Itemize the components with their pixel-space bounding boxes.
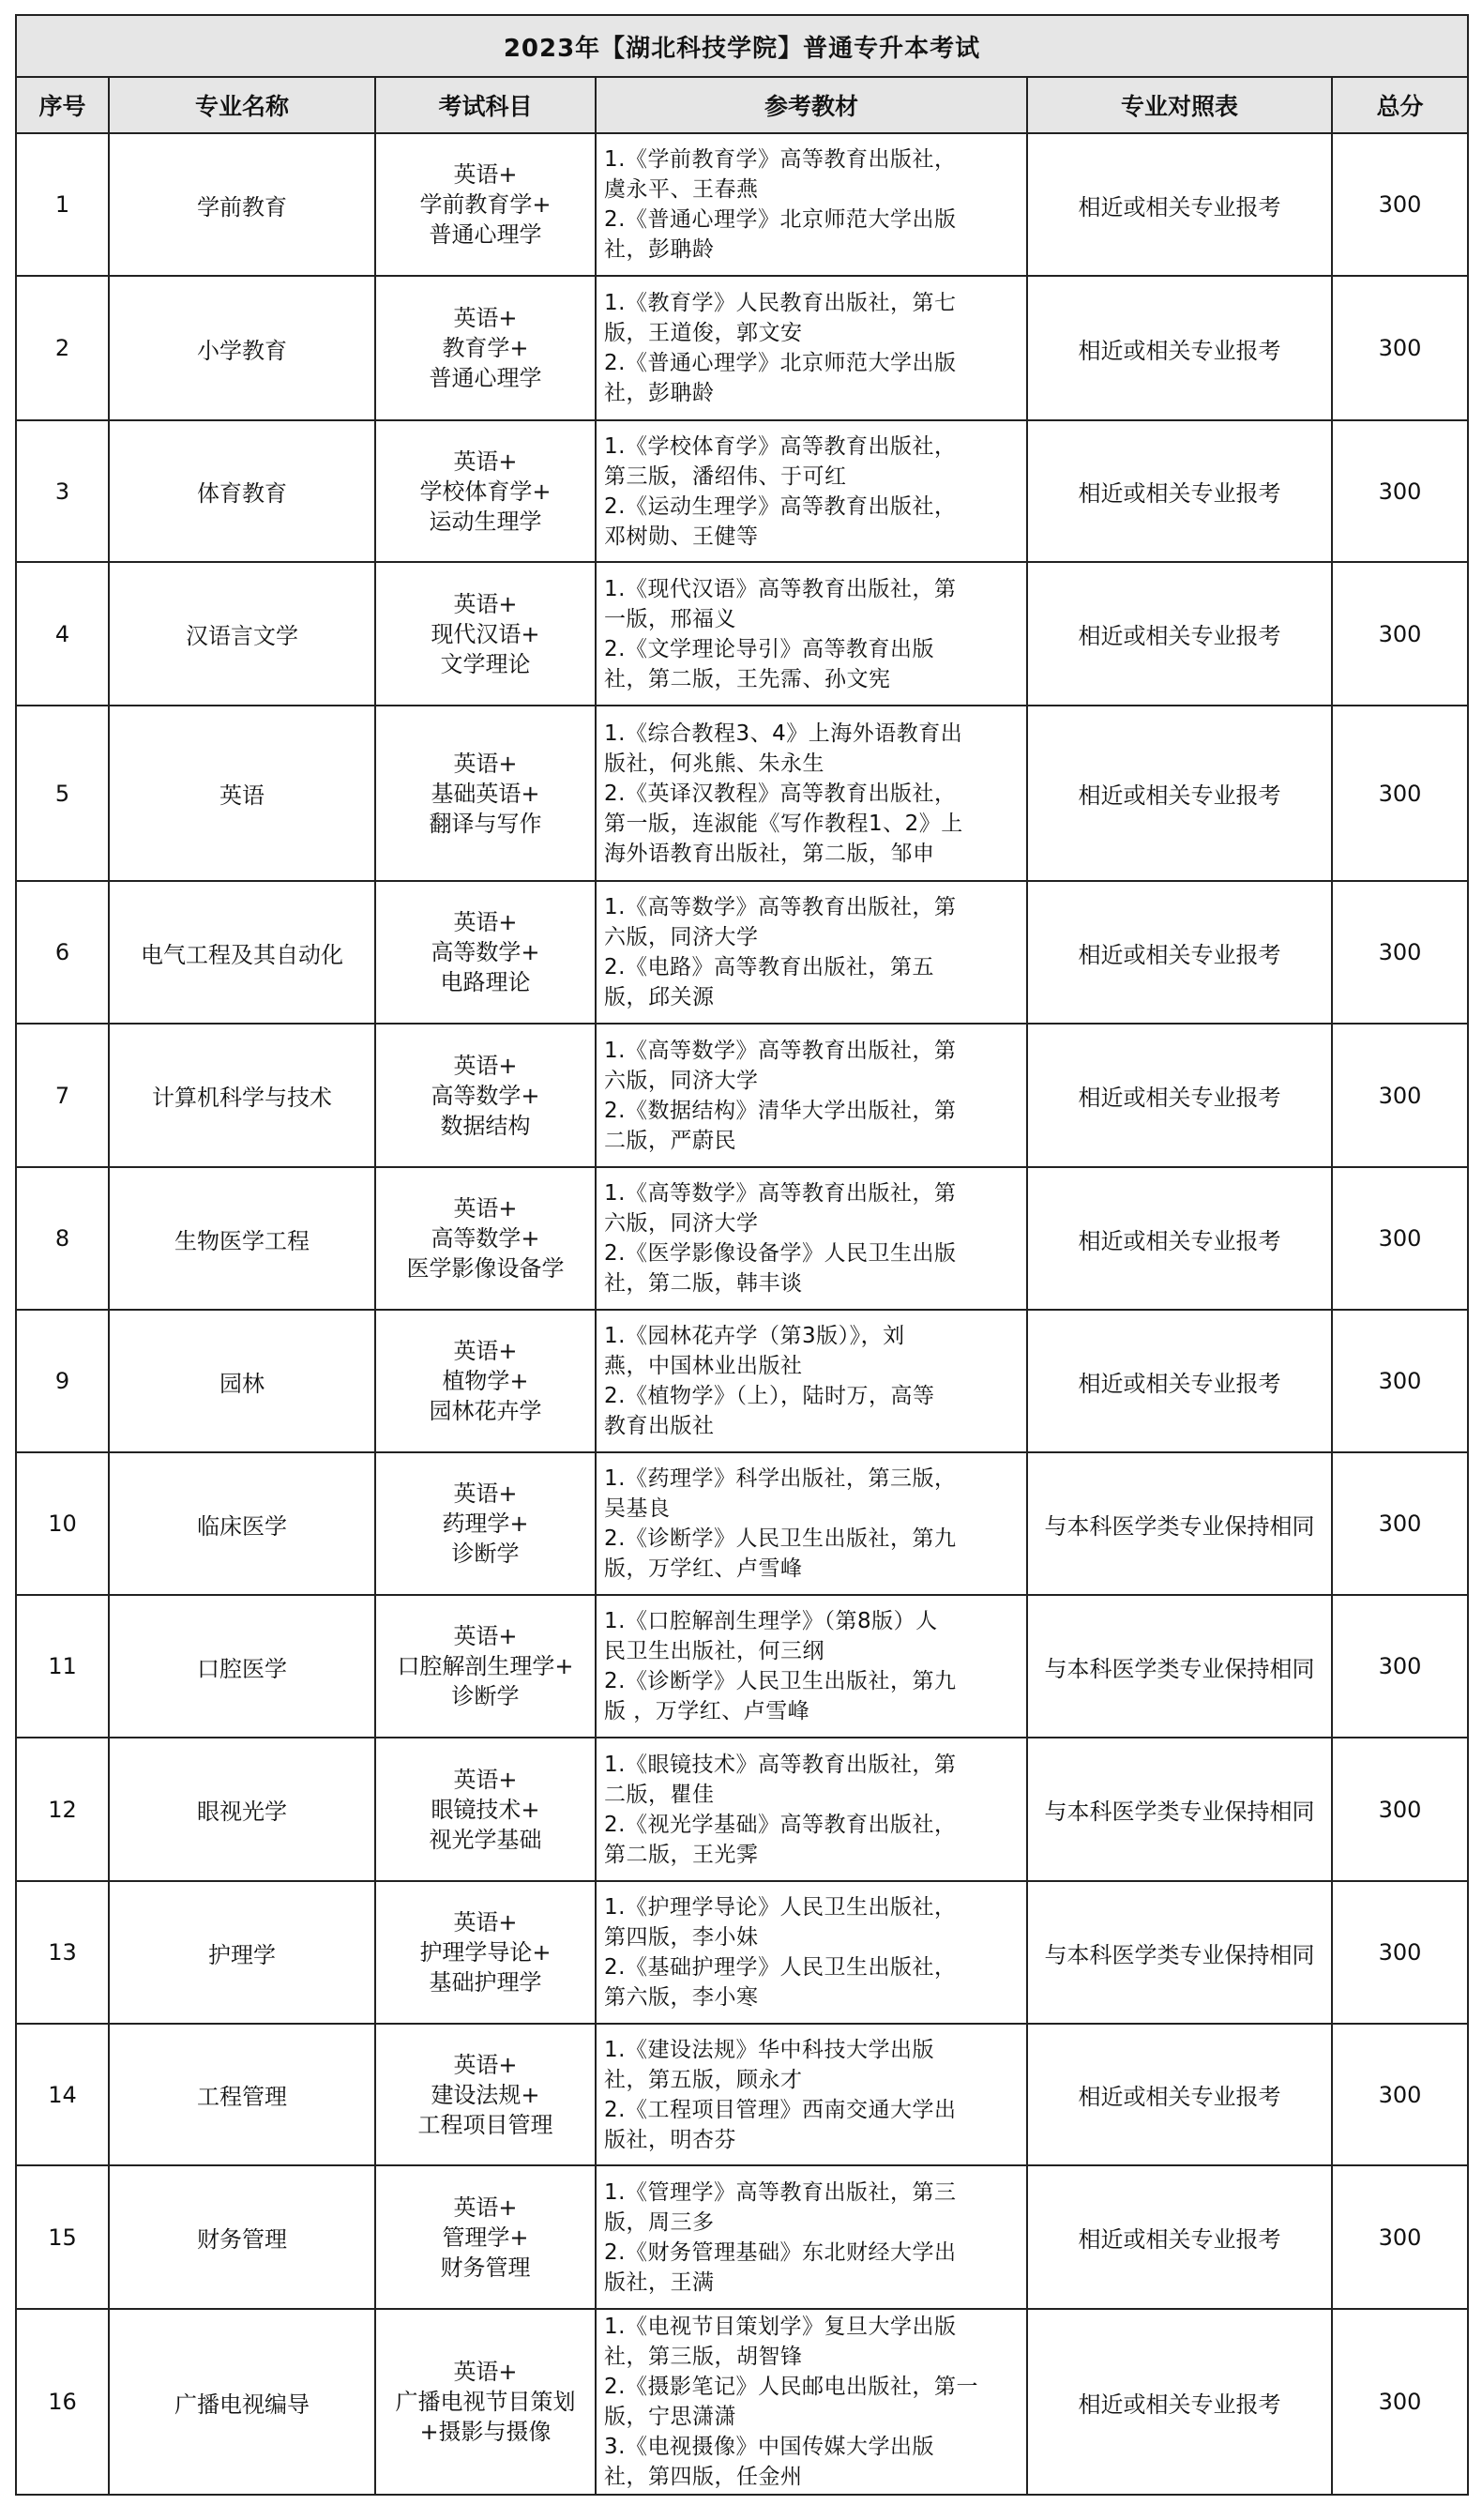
book-line: 社，第五版，顾永才 <box>604 2067 803 2092</box>
row-number: 6 <box>16 881 109 1024</box>
book-line: 2.《诊断学》人民卫生出版社，第九 <box>604 1526 957 1551</box>
major-mapping: 与本科医学类专业保持相同 <box>1027 1881 1332 2024</box>
reference-books <box>596 2165 1027 2309</box>
subject-line: 药理学+ <box>442 1510 529 1537</box>
table-row <box>16 2165 1468 2309</box>
subject-line: 英语+ <box>453 1909 518 1936</box>
subject-line: 学前教育学+ <box>419 191 552 218</box>
book-line: 版，周三多 <box>604 2209 715 2235</box>
book-line: 2.《植物学》（上），陆时万，高等 <box>604 1384 935 1408</box>
subject-line: 园林花卉学 <box>429 1398 542 1424</box>
book-line: 社，彭聃龄 <box>604 381 715 405</box>
book-line: 1.《建设法规》华中科技大学出版 <box>604 2037 934 2062</box>
reference-books <box>596 1738 1027 1881</box>
subject-line: 管理学+ <box>442 2224 529 2251</box>
subject-line: 高等数学+ <box>431 1225 540 1252</box>
exam-subjects <box>375 881 596 1024</box>
table-row <box>16 1310 1468 1452</box>
major-name: 护理学 <box>109 1881 375 2024</box>
book-line: 1.《现代汉语》高等教育出版社，第 <box>604 576 957 601</box>
table-row <box>16 276 1468 420</box>
subject-line: 英语+ <box>453 2359 518 2385</box>
header-mapping: 专业对照表 <box>1027 77 1332 133</box>
major-mapping: 相近或相关专业报考 <box>1027 133 1332 276</box>
reference-books <box>596 881 1027 1024</box>
subject-line: 医学影像设备学 <box>406 1255 565 1282</box>
book-line: 社，第二版，韩丰谈 <box>604 1271 803 1296</box>
book-line: 1.《学前教育学》高等教育出版社， <box>604 147 957 172</box>
book-line: 社，彭聃龄 <box>604 237 715 262</box>
row-number: 14 <box>16 2024 109 2165</box>
book-line: 2.《视光学基础》高等教育出版社， <box>604 1812 957 1837</box>
book-line: 燕，中国林业出版社 <box>604 1354 803 1378</box>
reference-books <box>596 1024 1027 1167</box>
header-subjects: 考试科目 <box>375 77 596 133</box>
row-number: 9 <box>16 1310 109 1452</box>
major-name: 电气工程及其自动化 <box>109 881 375 1024</box>
major-name: 财务管理 <box>109 2165 375 2309</box>
total-score: 300 <box>1332 1167 1468 1310</box>
subject-line: 诊断学 <box>451 1683 520 1709</box>
subject-line: 视光学基础 <box>429 1826 542 1853</box>
table-row <box>16 1452 1468 1595</box>
exam-subjects <box>375 2165 596 2309</box>
book-line: 第三版，潘绍伟、于可红 <box>604 463 847 489</box>
subject-line: 财务管理 <box>440 2254 531 2281</box>
major-name: 计算机科学与技术 <box>109 1024 375 1167</box>
exam-subjects <box>375 2024 596 2165</box>
major-name: 英语 <box>109 706 375 881</box>
row-number: 10 <box>16 1452 109 1595</box>
total-score: 300 <box>1332 1881 1468 2024</box>
total-score: 300 <box>1332 1310 1468 1452</box>
header-no: 序号 <box>16 77 109 133</box>
subject-line: 高等数学+ <box>431 1082 540 1109</box>
book-line: 2.《工程项目管理》西南交通大学出 <box>604 2097 957 2122</box>
exam-subjects <box>375 1452 596 1595</box>
subject-line: 口腔解剖生理学+ <box>397 1653 574 1679</box>
book-line: 版，邱关源 <box>604 985 715 1010</box>
major-mapping: 相近或相关专业报考 <box>1027 2165 1332 2309</box>
subject-line: 英语+ <box>453 909 518 935</box>
header-score: 总分 <box>1332 77 1468 133</box>
row-number: 13 <box>16 1881 109 2024</box>
major-mapping: 与本科医学类专业保持相同 <box>1027 1595 1332 1738</box>
subject-line: 英语+ <box>453 161 518 188</box>
book-line: 吴基良 <box>604 1496 671 1521</box>
row-number: 8 <box>16 1167 109 1310</box>
row-number: 16 <box>16 2309 109 2495</box>
major-name: 学前教育 <box>109 133 375 276</box>
subject-line: 英语+ <box>453 1480 518 1507</box>
subject-line: 眼镜技术+ <box>431 1796 540 1823</box>
table-row <box>16 1738 1468 1881</box>
book-line: 1.《口腔解剖生理学》（第8版）人 <box>604 1609 938 1633</box>
subject-line: 文学理论 <box>440 650 531 677</box>
exam-subjects <box>375 1738 596 1881</box>
reference-books <box>596 420 1027 562</box>
reference-books <box>596 1881 1027 2024</box>
book-line: 六版，同济大学 <box>604 1211 759 1236</box>
subject-line: 建设法规+ <box>431 2081 540 2108</box>
subject-line: 广播电视节目策划 <box>395 2389 576 2415</box>
book-line: 教育出版社 <box>604 1414 715 1438</box>
subject-line: 英语+ <box>453 750 518 777</box>
header-major: 专业名称 <box>109 77 375 133</box>
subject-line: 护理学导论+ <box>419 1939 552 1966</box>
subject-line: 英语+ <box>453 1052 518 1079</box>
row-number: 1 <box>16 133 109 276</box>
book-line: 1.《电视节目策划学》复旦大学出版 <box>604 2315 957 2339</box>
subject-line: 翻译与写作 <box>429 810 542 837</box>
subject-line: 高等数学+ <box>431 939 540 965</box>
book-line: 1.《护理学导论》人民卫生出版社， <box>604 1895 957 1920</box>
reference-books <box>596 1310 1027 1452</box>
book-line: 二版，严蔚民 <box>604 1128 736 1153</box>
table-row <box>16 1167 1468 1310</box>
book-line: 2.《数据结构》清华大学出版社，第 <box>604 1098 957 1123</box>
subject-line: 英语+ <box>453 1766 518 1793</box>
major-name: 汉语言文学 <box>109 562 375 706</box>
subject-line: 植物学+ <box>442 1368 529 1394</box>
major-name: 园林 <box>109 1310 375 1452</box>
total-score: 300 <box>1332 1738 1468 1881</box>
book-line: 1.《高等数学》高等教育出版社，第 <box>604 1181 957 1206</box>
row-number: 5 <box>16 706 109 881</box>
reference-books <box>596 562 1027 706</box>
total-score: 300 <box>1332 2024 1468 2165</box>
reference-books <box>596 1595 1027 1738</box>
exam-table <box>15 14 1469 2496</box>
book-line: 1.《教育学》人民教育出版社，第七 <box>604 291 957 315</box>
table-row <box>16 2309 1468 2495</box>
book-line: 2.《电路》高等教育出版社，第五 <box>604 955 934 979</box>
subject-line: 普通心理学 <box>429 365 542 391</box>
major-mapping: 相近或相关专业报考 <box>1027 562 1332 706</box>
row-number: 15 <box>16 2165 109 2309</box>
major-name: 生物医学工程 <box>109 1167 375 1310</box>
major-name: 体育教育 <box>109 420 375 562</box>
table-row <box>16 1881 1468 2024</box>
subject-line: 教育学+ <box>442 335 529 361</box>
book-line: 1.《高等数学》高等教育出版社，第 <box>604 1038 957 1063</box>
total-score: 300 <box>1332 276 1468 420</box>
major-mapping: 相近或相关专业报考 <box>1027 881 1332 1024</box>
book-line: 版，宁思潇潇 <box>604 2405 736 2429</box>
exam-subjects <box>375 1024 596 1167</box>
subject-line: 英语+ <box>453 448 518 475</box>
major-mapping: 相近或相关专业报考 <box>1027 1024 1332 1167</box>
total-score: 300 <box>1332 1452 1468 1595</box>
total-score: 300 <box>1332 133 1468 276</box>
major-mapping: 相近或相关专业报考 <box>1027 420 1332 562</box>
book-line: 2.《诊断学》人民卫生出版社，第九 <box>604 1669 957 1693</box>
major-name: 眼视光学 <box>109 1738 375 1881</box>
total-score: 300 <box>1332 881 1468 1024</box>
exam-table-container <box>15 14 1467 2496</box>
book-line: 版，万学红、卢雪峰 <box>604 1556 803 1581</box>
exam-subjects <box>375 133 596 276</box>
table-row <box>16 562 1468 706</box>
subject-line: 电路理论 <box>440 969 531 995</box>
exam-subjects <box>375 1310 596 1452</box>
subject-line: 诊断学 <box>451 1541 520 1567</box>
table-row <box>16 133 1468 276</box>
header-books: 参考教材 <box>596 77 1027 133</box>
book-line: 1.《学校体育学》高等教育出版社， <box>604 433 957 459</box>
table-body <box>16 133 1468 2495</box>
book-line: 2.《文学理论导引》高等教育出版 <box>604 636 934 661</box>
reference-books <box>596 1167 1027 1310</box>
major-name: 广播电视编导 <box>109 2309 375 2495</box>
book-line: 第六版，李小寒 <box>604 1985 759 2010</box>
book-line: 社，第二版，王先霈、孙文宪 <box>604 666 891 691</box>
subject-line: 工程项目管理 <box>417 2111 553 2138</box>
book-line: 2.《普通心理学》北京师范大学出版 <box>604 351 957 375</box>
book-line: 2.《基础护理学》人民卫生出版社， <box>604 1955 957 1980</box>
total-score: 300 <box>1332 706 1468 881</box>
book-line: 六版，同济大学 <box>604 925 759 949</box>
row-number: 2 <box>16 276 109 420</box>
exam-subjects <box>375 276 596 420</box>
row-number: 3 <box>16 420 109 562</box>
exam-subjects <box>375 1595 596 1738</box>
header-row <box>16 77 1468 133</box>
major-mapping: 与本科医学类专业保持相同 <box>1027 1738 1332 1881</box>
table-row <box>16 881 1468 1024</box>
book-line: 版社，王满 <box>604 2270 715 2295</box>
subject-line: 英语+ <box>453 2051 518 2078</box>
book-line: 1.《综合教程3、4》上海外语教育出 <box>604 721 963 746</box>
book-line: 版社，明杏芬 <box>604 2127 736 2152</box>
total-score: 300 <box>1332 1595 1468 1738</box>
row-number: 12 <box>16 1738 109 1881</box>
table-row <box>16 420 1468 562</box>
book-line: 1.《眼镜技术》高等教育出版社，第 <box>604 1752 957 1777</box>
book-line: 民卫生出版社，何三纲 <box>604 1639 824 1663</box>
reference-books <box>596 2024 1027 2165</box>
subject-line: 基础护理学 <box>429 1969 542 1996</box>
table-row <box>16 2024 1468 2165</box>
total-score: 300 <box>1332 562 1468 706</box>
table-row <box>16 1595 1468 1738</box>
subject-line: 运动生理学 <box>429 508 542 535</box>
book-line: 2.《普通心理学》北京师范大学出版 <box>604 207 957 232</box>
subject-line: 英语+ <box>453 1338 518 1364</box>
book-line: 版社，何兆熊、朱永生 <box>604 751 824 776</box>
row-number: 7 <box>16 1024 109 1167</box>
total-score: 300 <box>1332 420 1468 562</box>
subject-line: 英语+ <box>453 1623 518 1649</box>
exam-subjects <box>375 706 596 881</box>
book-line: 虞永平、王春燕 <box>604 177 759 202</box>
subject-line: 英语+ <box>453 2194 518 2221</box>
major-mapping: 相近或相关专业报考 <box>1027 706 1332 881</box>
book-line: 第一版，连淑能《写作教程1、2》上 <box>604 811 963 836</box>
subject-line: 学校体育学+ <box>419 478 552 505</box>
exam-subjects <box>375 1167 596 1310</box>
book-line: 社，第四版，任金州 <box>604 2465 803 2489</box>
book-line: 2.《运动生理学》高等教育出版社， <box>604 493 957 519</box>
subject-line: 英语+ <box>453 305 518 331</box>
major-mapping: 相近或相关专业报考 <box>1027 2024 1332 2165</box>
major-mapping: 相近或相关专业报考 <box>1027 2309 1332 2495</box>
reference-books <box>596 276 1027 420</box>
subject-line: 现代汉语+ <box>431 620 540 647</box>
major-name: 临床医学 <box>109 1452 375 1595</box>
book-line: 1.《管理学》高等教育出版社，第三 <box>604 2179 957 2205</box>
book-line: 邓树勋、王健等 <box>604 524 759 549</box>
exam-subjects <box>375 562 596 706</box>
total-score: 300 <box>1332 2309 1468 2495</box>
subject-line: 英语+ <box>453 590 518 617</box>
major-name: 工程管理 <box>109 2024 375 2165</box>
exam-subjects <box>375 1881 596 2024</box>
book-line: 第四版，李小妹 <box>604 1925 759 1950</box>
subject-line: 基础英语+ <box>431 780 540 807</box>
book-line: 版，王道俊，郭文安 <box>604 321 803 345</box>
table-row <box>16 706 1468 881</box>
book-line: 2.《财务管理基础》东北财经大学出 <box>604 2239 957 2265</box>
book-line: 2.《英译汉教程》高等教育出版社， <box>604 781 957 806</box>
subject-line: 普通心理学 <box>429 221 542 248</box>
subject-line: 英语+ <box>453 1195 518 1222</box>
book-line: 2.《摄影笔记》人民邮电出版社，第一 <box>604 2375 978 2399</box>
table-title: 2023年【湖北科技学院】普通专升本考试 <box>16 15 1468 77</box>
table-row <box>16 1024 1468 1167</box>
subject-line: 数据结构 <box>440 1112 531 1139</box>
book-line: 版 ，万学红、卢雪峰 <box>604 1699 810 1723</box>
exam-subjects <box>375 420 596 562</box>
subject-line: +摄影与摄像 <box>419 2419 552 2445</box>
major-mapping: 相近或相关专业报考 <box>1027 276 1332 420</box>
major-mapping: 相近或相关专业报考 <box>1027 1167 1332 1310</box>
major-name: 口腔医学 <box>109 1595 375 1738</box>
total-score: 300 <box>1332 2165 1468 2309</box>
row-number: 4 <box>16 562 109 706</box>
reference-books <box>596 1452 1027 1595</box>
reference-books <box>596 706 1027 881</box>
book-line: 社，第三版，胡智锋 <box>604 2345 803 2369</box>
book-line: 2.《医学影像设备学》人民卫生出版 <box>604 1241 957 1266</box>
reference-books <box>596 2309 1027 2495</box>
major-name: 小学教育 <box>109 276 375 420</box>
reference-books <box>596 133 1027 276</box>
book-line: 1.《高等数学》高等教育出版社，第 <box>604 895 957 919</box>
row-number: 11 <box>16 1595 109 1738</box>
book-line: 第二版，王光霁 <box>604 1842 759 1867</box>
book-line: 一版，邢福义 <box>604 606 736 631</box>
book-line: 海外语教育出版社，第二版，邹申 <box>604 841 935 866</box>
book-line: 六版，同济大学 <box>604 1068 759 1093</box>
major-mapping: 相近或相关专业报考 <box>1027 1310 1332 1452</box>
exam-subjects <box>375 2309 596 2495</box>
book-line: 1.《园林花卉学（第3版）》，刘 <box>604 1324 905 1348</box>
book-line: 二版，瞿佳 <box>604 1782 715 1807</box>
book-line: 1.《药理学》科学出版社，第三版， <box>604 1466 957 1491</box>
book-line: 3.《电视摄像》中国传媒大学出版 <box>604 2435 934 2459</box>
major-mapping: 与本科医学类专业保持相同 <box>1027 1452 1332 1595</box>
total-score: 300 <box>1332 1024 1468 1167</box>
